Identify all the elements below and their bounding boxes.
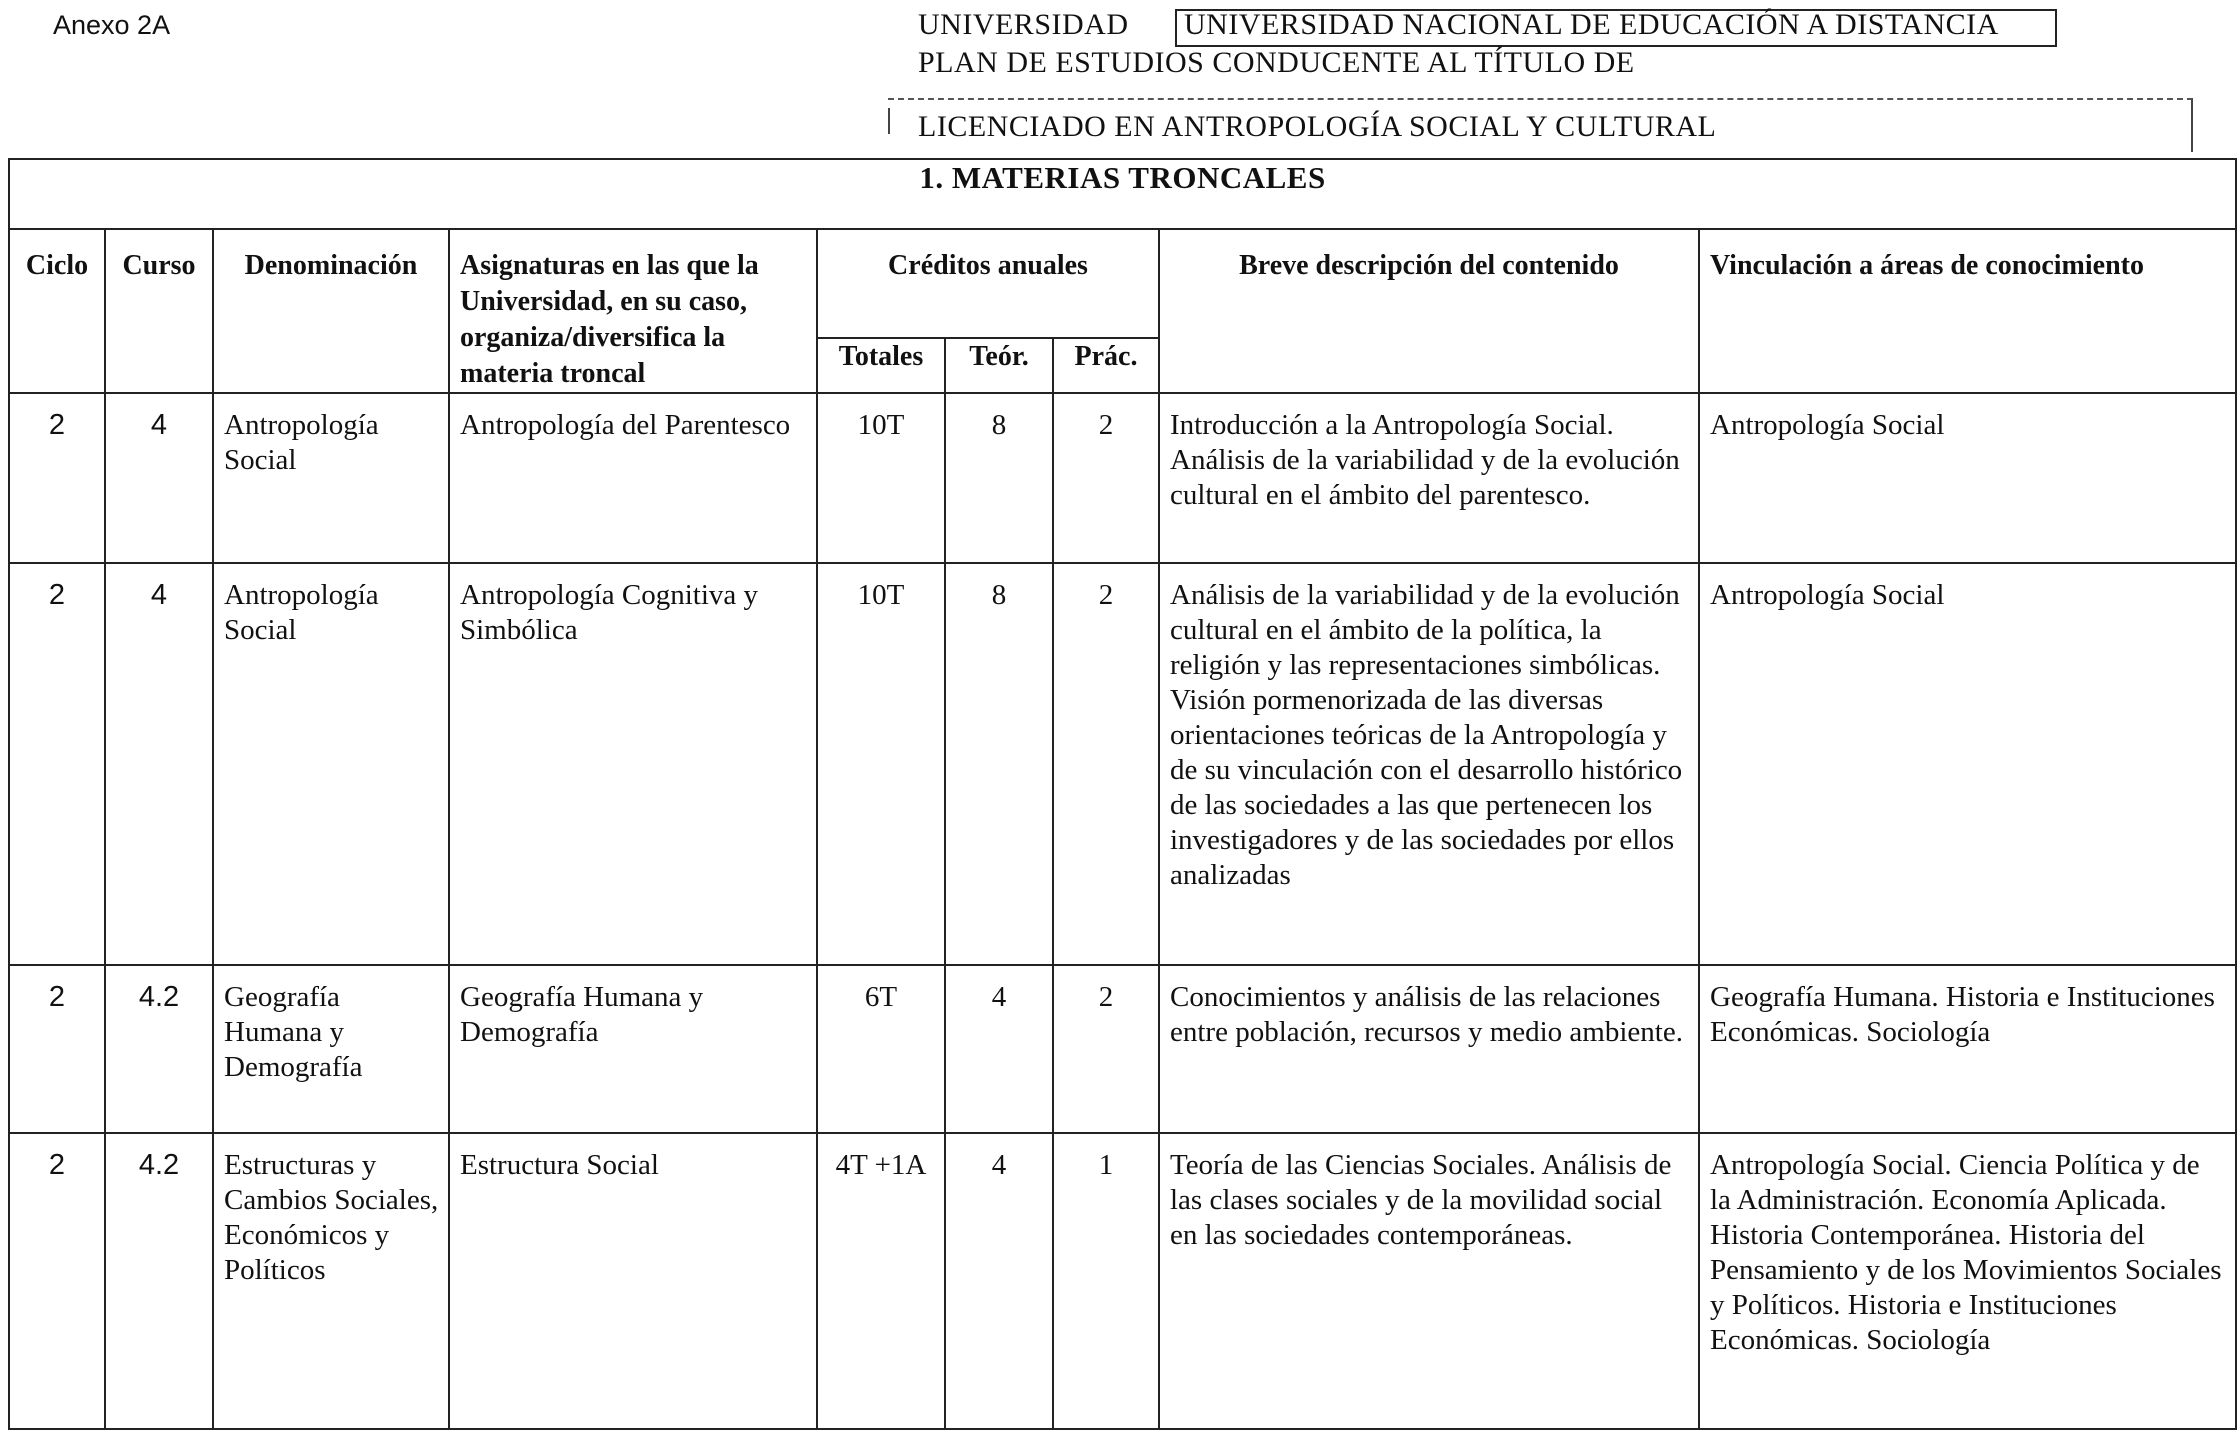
cell-ciclo: 2 xyxy=(9,563,105,965)
cell-denominacion: Antropología Social xyxy=(213,563,449,965)
table-row xyxy=(9,393,2236,563)
cell-prac: 2 xyxy=(1053,563,1159,965)
cell-totales: 10T xyxy=(817,393,945,563)
col-header-ciclo: Ciclo xyxy=(9,229,105,393)
cell-curso: 4 xyxy=(105,393,213,563)
cell-vinculacion: Antropología Social xyxy=(1699,563,2236,965)
cell-vinculacion: Geografía Humana. Historia e Instituciones Económicas. Sociología xyxy=(1699,965,2236,1133)
cell-totales: 4T +1A xyxy=(817,1133,945,1429)
cell-totales: 6T xyxy=(817,965,945,1133)
col-header-curso: Curso xyxy=(105,229,213,393)
cell-totales: 10T xyxy=(817,563,945,965)
cell-descripcion: Conocimientos y análisis de las relaciones entre población, recursos y medio ambiente. xyxy=(1159,965,1699,1133)
cell-denominacion: Antropología Social xyxy=(213,393,449,563)
annex-label: Anexo 2A xyxy=(53,10,171,40)
cell-vinculacion: Antropología Social. Ciencia Política y de la Administración. Economía Aplicada. Historia Contemporánea. Historia del Pensamiento y de los Movimientos Sociales y Políticos. Historia e Instituciones Económicas. Sociología xyxy=(1699,1133,2236,1429)
cell-asignatura: Antropología Cognitiva y Simbólica xyxy=(449,563,817,965)
col-header-descripcion: Breve descripción del contenido xyxy=(1159,229,1699,393)
table-row xyxy=(9,1133,2236,1429)
cell-denominacion: Estructuras y Cambios Sociales, Económicos y Políticos xyxy=(213,1133,449,1429)
table-title: 1. MATERIAS TRONCALES xyxy=(9,159,2236,229)
cell-asignatura: Geografía Humana y Demografía xyxy=(449,965,817,1133)
degree-title: LICENCIADO EN ANTROPOLOGÍA SOCIAL Y CULTURAL xyxy=(918,110,1717,143)
cell-descripcion: Introducción a la Antropología Social. Análisis de la variabilidad y de la evolución cultural en el ámbito del parentesco. xyxy=(1159,393,1699,563)
col-header-totales: Totales xyxy=(817,338,945,393)
cell-teor: 8 xyxy=(945,393,1053,563)
cell-ciclo: 2 xyxy=(9,1133,105,1429)
col-header-asignaturas: Asignaturas en las que la Universidad, en su caso, organiza/diversifica la materia troncal xyxy=(449,229,817,393)
col-header-vinculacion: Vinculación a áreas de conocimiento xyxy=(1699,229,2236,393)
col-header-denominacion: Denominación xyxy=(213,229,449,393)
plan-title: PLAN DE ESTUDIOS CONDUCENTE AL TÍTULO DE xyxy=(918,46,1635,79)
col-header-teor: Teór. xyxy=(945,338,1053,393)
university-name: UNIVERSIDAD NACIONAL DE EDUCACIÓN A DISTANCIA xyxy=(1184,8,1999,41)
cell-teor: 4 xyxy=(945,1133,1053,1429)
col-header-prac: Prác. xyxy=(1053,338,1159,393)
cell-curso: 4.2 xyxy=(105,1133,213,1429)
cell-asignatura: Antropología del Parentesco xyxy=(449,393,817,563)
cell-ciclo: 2 xyxy=(9,393,105,563)
cell-teor: 4 xyxy=(945,965,1053,1133)
cell-descripcion: Análisis de la variabilidad y de la evolución cultural en el ámbito de la política, la religión y las representaciones simbólicas. Visión pormenorizada de las diversas orientaciones teóricas de la Antropología y de su vinculación con el desarrollo histórico de las sociedades a las que pertenecen los investigadores y de las sociedades por ellos analizadas xyxy=(1159,563,1699,965)
cell-descripcion: Teoría de las Ciencias Sociales. Análisis de las clases sociales y de la movilidad social en las sociedades contemporáneas. xyxy=(1159,1133,1699,1429)
cell-curso: 4.2 xyxy=(105,965,213,1133)
cell-prac: 2 xyxy=(1053,965,1159,1133)
table-row xyxy=(9,563,2236,965)
cell-vinculacion: Antropología Social xyxy=(1699,393,2236,563)
col-header-creditos: Créditos anuales xyxy=(817,229,1159,338)
university-label: UNIVERSIDAD xyxy=(918,8,1129,41)
cell-asignatura: Estructura Social xyxy=(449,1133,817,1429)
cell-ciclo: 2 xyxy=(9,965,105,1133)
cell-prac: 1 xyxy=(1053,1133,1159,1429)
cell-teor: 8 xyxy=(945,563,1053,965)
cell-curso: 4 xyxy=(105,563,213,965)
cell-denominacion: Geografía Humana y Demografía xyxy=(213,965,449,1133)
table-row xyxy=(9,965,2236,1133)
troncales-table xyxy=(8,158,2237,1430)
cell-prac: 2 xyxy=(1053,393,1159,563)
degree-box-left-mark xyxy=(888,108,890,134)
